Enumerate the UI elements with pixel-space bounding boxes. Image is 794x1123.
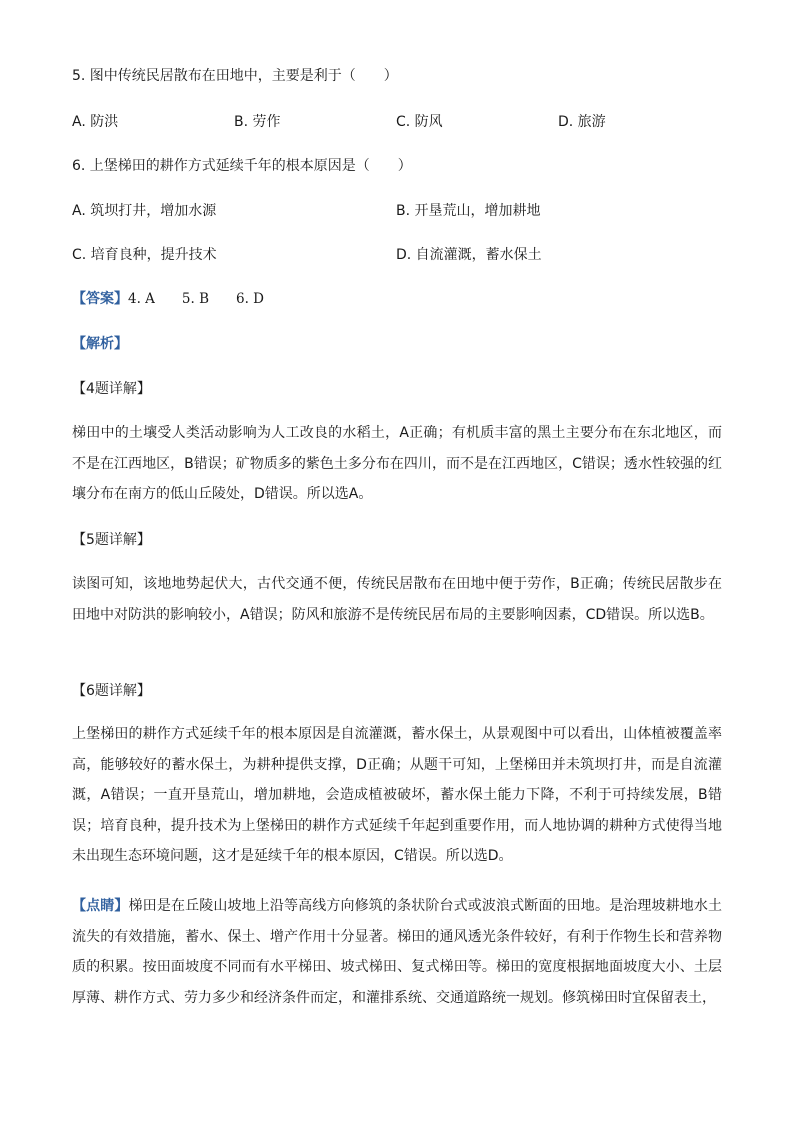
note-body: 梯田是在丘陵山坡地上沿等高线方向修筑的条状阶台式或波浪式断面的田地。是治理坡耕地水土流失的有效措施，蓄水、保土、增产作用十分显著。梯田的通风透光条件较好，有利于作物生长和营养物质的积累。按田面坡度不同而有水平梯田、坡式梯田、复式梯田等。梯田的宽度根据地面坡度大小、土层厚薄、耕作方式、劳力多少和经济条件而定，和灌排系统、交通道路统一规划。修筑梯田时宜保留表土，: [72, 898, 723, 1006]
q6-option-b: B. 开垦荒山，增加耕地: [396, 203, 541, 219]
detail-5-body: 读图可知，该地地势起伏大，古代交通不便，传统民居散布在田地中便于劳作，B正确；传统民居散步在田地中对防洪的影响较小，A错误；防风和旅游不是传统民居布局的主要影响因素，CD错误。所以选B。: [72, 576, 722, 623]
note-tag: 【点睛】: [72, 898, 129, 914]
analysis-tag: 【解析】: [72, 336, 128, 352]
detail-5-heading: 【5题详解】: [72, 532, 151, 548]
analysis-heading: [72, 334, 128, 354]
q5-option-a: A. 防洪: [72, 114, 119, 130]
answer-line: [72, 289, 264, 309]
detail-6-heading: 【6题详解】: [72, 683, 151, 699]
detail-4-heading: 【4题详解】: [72, 381, 151, 397]
note-paragraph: [72, 891, 722, 1013]
question-5-stem: 5. 图中传统民居散布在田地中，主要是利于（ ）: [72, 68, 398, 84]
q5-option-d: D. 旅游: [558, 114, 606, 130]
answer-text: 4. A 5. B 6. D: [128, 291, 265, 307]
question-6-stem: 6. 上堡梯田的耕作方式延续千年的根本原因是（ ）: [72, 158, 412, 174]
detail-4-body: 梯田中的土壤受人类活动影响为人工改良的水稻土，A正确；有机质丰富的黑土主要分布在东北地区，而不是在江西地区，B错误；矿物质多的紫色土多分布在四川，而不是在江西地区，C错误；透水性较强的红壤分布在南方的低山丘陵处，D错误。所以选A。: [72, 425, 722, 502]
q6-option-c: C. 培育良种，提升技术: [72, 247, 217, 263]
q5-option-c: C. 防风: [396, 114, 443, 130]
answer-tag: 【答案】: [72, 291, 128, 307]
detail-6-body: 上堡梯田的耕作方式延续千年的根本原因是自流灌溉，蓄水保土，从景观图中可以看出，山体植被覆盖率高，能够较好的蓄水保土，为耕种提供支撑，D正确；从题干可知，上堡梯田并未筑坝打井，而是自流灌溉，A错误；一直开垦荒山，增加耕地，会造成植被破坏，蓄水保土能力下降，不利于可持续发展，B错误；培育良种，提升技术为上堡梯田的耕作方式延续千年起到重要作用，而人地协调的耕种方式使得当地未出现生态环境问题，这才是延续千年的根本原因，C错误。所以选D。: [72, 726, 722, 864]
q5-option-b: B. 劳作: [234, 114, 281, 130]
q6-option-d: D. 自流灌溉，蓄水保土: [396, 247, 542, 263]
q6-option-a: A. 筑坝打井，增加水源: [72, 203, 217, 219]
